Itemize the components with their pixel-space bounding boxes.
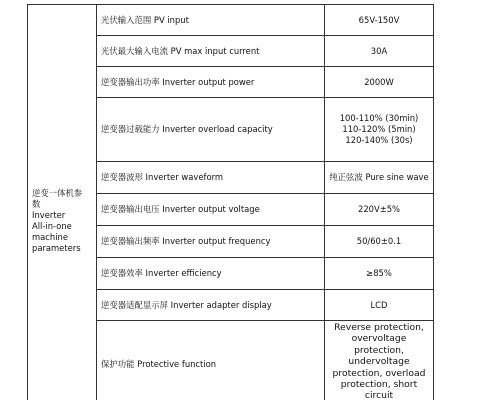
value-line: 220V±5% bbox=[357, 204, 401, 214]
value-line: 110-120% (5min) bbox=[342, 124, 416, 134]
overload-capacity-value bbox=[325, 98, 434, 162]
output-voltage-value bbox=[325, 194, 434, 226]
section-label-en-line3: machine bbox=[32, 232, 68, 242]
section-label-zh-line2: 数 bbox=[32, 199, 41, 209]
pv-max-current-label: 光伏最大输入电流 PV max input current bbox=[97, 36, 325, 67]
value-line: protection, short circuit bbox=[340, 379, 418, 400]
value-line: ≥85% bbox=[366, 268, 392, 278]
adapter-display-label: 逆变器适配显示屏 Inverter adapter display bbox=[97, 290, 325, 321]
value-line: Reverse protection, bbox=[334, 322, 424, 333]
output-frequency-value bbox=[325, 226, 434, 258]
adapter-display-value bbox=[325, 290, 434, 321]
section-label-en-line2: All-in-one bbox=[32, 221, 72, 231]
output-power-label: 逆变器输出功率 Inverter output power bbox=[97, 67, 325, 98]
value-line: undervoltage bbox=[348, 356, 410, 368]
overload-capacity-label: 逆变器过载能力 Inverter overload capacity bbox=[97, 98, 325, 162]
output-power-value bbox=[325, 67, 434, 98]
efficiency-value bbox=[325, 258, 434, 290]
value-line: protection, overload bbox=[332, 367, 426, 379]
table-row bbox=[28, 5, 434, 36]
output-frequency-label: 逆变器输出频率 Inverter output frequency bbox=[97, 226, 325, 258]
pv-input-value bbox=[325, 5, 434, 36]
section-label-zh bbox=[32, 188, 92, 210]
value-line: 纯正弦波 Pure sine wave bbox=[329, 172, 429, 182]
value-line: 2000W bbox=[364, 76, 394, 87]
section-label-en bbox=[32, 210, 92, 254]
efficiency-label: 逆变器效率 Inverter efficiency bbox=[97, 258, 325, 290]
waveform-label: 逆变器波形 Inverter waveform bbox=[97, 162, 325, 194]
protective-function-value bbox=[325, 321, 434, 400]
value-line: overvoltage protection, bbox=[351, 333, 407, 356]
output-voltage-label: 逆变器输出电压 Inverter output voltage bbox=[97, 194, 325, 226]
pv-max-current-value bbox=[325, 36, 434, 67]
value-line: 120-140% (30s) bbox=[345, 135, 413, 145]
section-label-zh-line1: 逆变一体机参 bbox=[32, 188, 83, 198]
value-line: LCD bbox=[370, 299, 388, 310]
waveform-value bbox=[325, 162, 434, 194]
section-label-cell bbox=[28, 5, 97, 400]
pv-input-label: 光伏输入范围 PV input bbox=[97, 5, 325, 36]
section-label-en-line1: Inverter bbox=[32, 210, 66, 220]
value-line: 50/60±0.1 bbox=[356, 236, 402, 246]
value-line: 30A bbox=[370, 45, 388, 56]
section-label-en-line4: parameters bbox=[32, 243, 81, 253]
protective-function-label: 保护功能 Protective function bbox=[97, 321, 325, 400]
spec-table bbox=[27, 4, 434, 400]
value-line: 65V-150V bbox=[358, 14, 400, 25]
value-line: 100-110% (30min) bbox=[339, 113, 419, 123]
